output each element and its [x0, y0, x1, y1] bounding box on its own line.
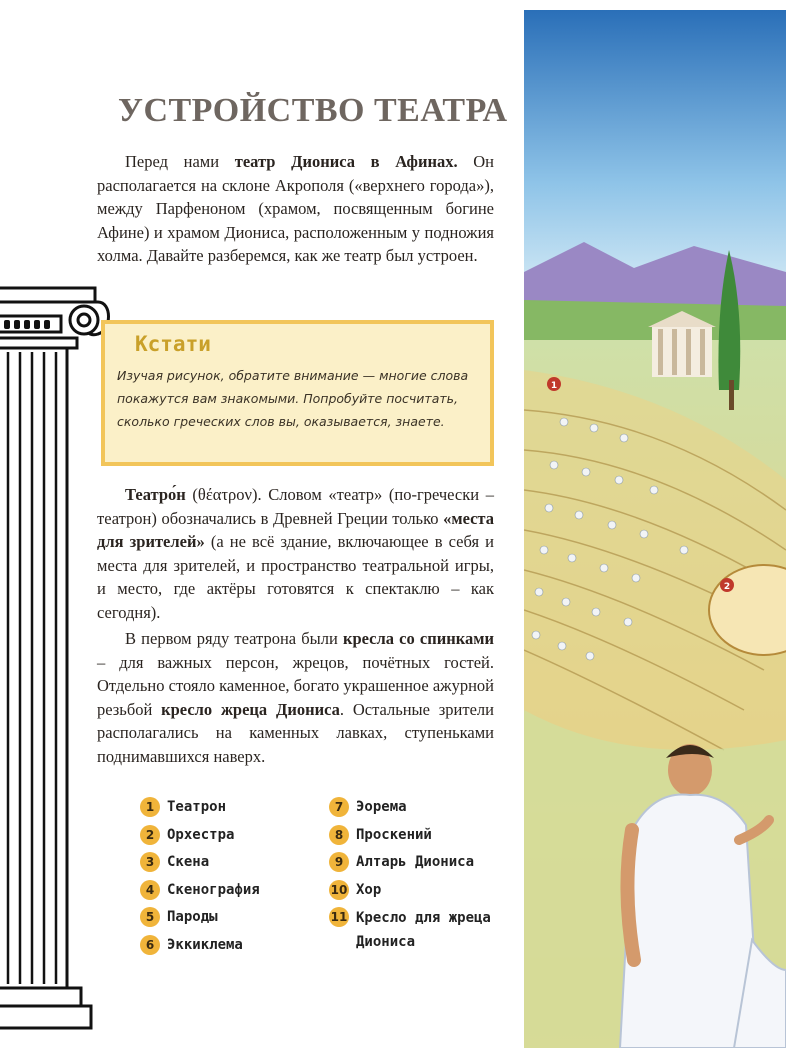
legend-number: 3: [140, 852, 160, 872]
legend-item: [140, 796, 260, 824]
legend-label: Эорема: [356, 799, 407, 815]
legend-item: [329, 824, 516, 852]
legend-item: [329, 796, 516, 824]
theatron-paragraph: Театро́н (θέατρον). Словом «театр» (по-гречески – театрон) обозначались в Древней Греции только «места для зрителей» (а не всё здание, включающее в себя и места для зрителей, и пространство театральной игры, и место, где актёры готовятся к спектаклю – как сегодня).: [97, 485, 494, 622]
page-title: УСТРОЙСТВО ТЕАТРА: [118, 92, 508, 129]
legend-number: 9: [329, 852, 349, 872]
legend-label: Скенография: [167, 881, 260, 898]
legend-label: Проскений: [356, 826, 432, 843]
legend-item: [140, 824, 260, 852]
legend-label: Театрон: [167, 799, 227, 815]
legend-label: Кресло для жреца Диониса: [356, 910, 491, 950]
note-title: Кстати: [135, 332, 211, 356]
legend-number: 11: [329, 907, 349, 927]
legend-number: 6: [140, 935, 160, 955]
legend-item: [329, 906, 516, 954]
legend-left: [140, 796, 260, 961]
legend-item: [140, 879, 260, 907]
ionic-column-illustration: [0, 280, 112, 1048]
legend-label: Хор: [356, 881, 382, 898]
intro-paragraph: Перед нами театр Диониса в Афинах. Он располагается на склоне Акрополя («верхнего города»), между Парфеноном (храмом, посвященным богине Афине) и храмом Диониса, расположенным у подножия холма. Давайте разберемся, как же театр был устроен.: [97, 152, 494, 265]
painting-marker: 1: [550, 381, 558, 391]
legend-label: Скена: [167, 854, 210, 870]
legend-label: Алтарь Диониса: [356, 854, 475, 870]
legend-number: 7: [329, 797, 349, 817]
first-row-paragraph: В первом ряду театрона были кресла со спинками – для важных персон, жрецов, почётных гостей. Отдельно стояло каменное, богато украшенное ажурной резьбой кресло жреца Диониса. Остальные зрители располагались на каменных лавках, ступеньками поднимавшихся наверх.: [97, 629, 494, 766]
note-box: [101, 320, 494, 466]
legend-label: Орхестра: [167, 826, 235, 843]
legend-label: Эккиклема: [167, 936, 243, 953]
legend-item: [140, 906, 260, 934]
legend-number: 4: [140, 880, 160, 900]
note-text: Изучая рисунок, обратите внимание — многие слова покажутся вам знакомыми. Попробуйте посчитать, сколько греческих слов вы, оказывается, знаете.: [117, 368, 469, 429]
legend-number: 10: [329, 880, 349, 900]
legend-item: [140, 851, 260, 879]
legend-right: [329, 796, 516, 954]
painting-marker: 2: [723, 582, 731, 592]
theatre-painting: [524, 10, 786, 1048]
legend-number: 1: [140, 797, 160, 817]
legend-number: 2: [140, 825, 160, 845]
legend-label: Пароды: [167, 909, 218, 925]
legend-item: [329, 879, 516, 907]
legend-item: [140, 934, 260, 962]
legend-number: 8: [329, 825, 349, 845]
legend-number: 5: [140, 907, 160, 927]
legend-item: [329, 851, 516, 879]
